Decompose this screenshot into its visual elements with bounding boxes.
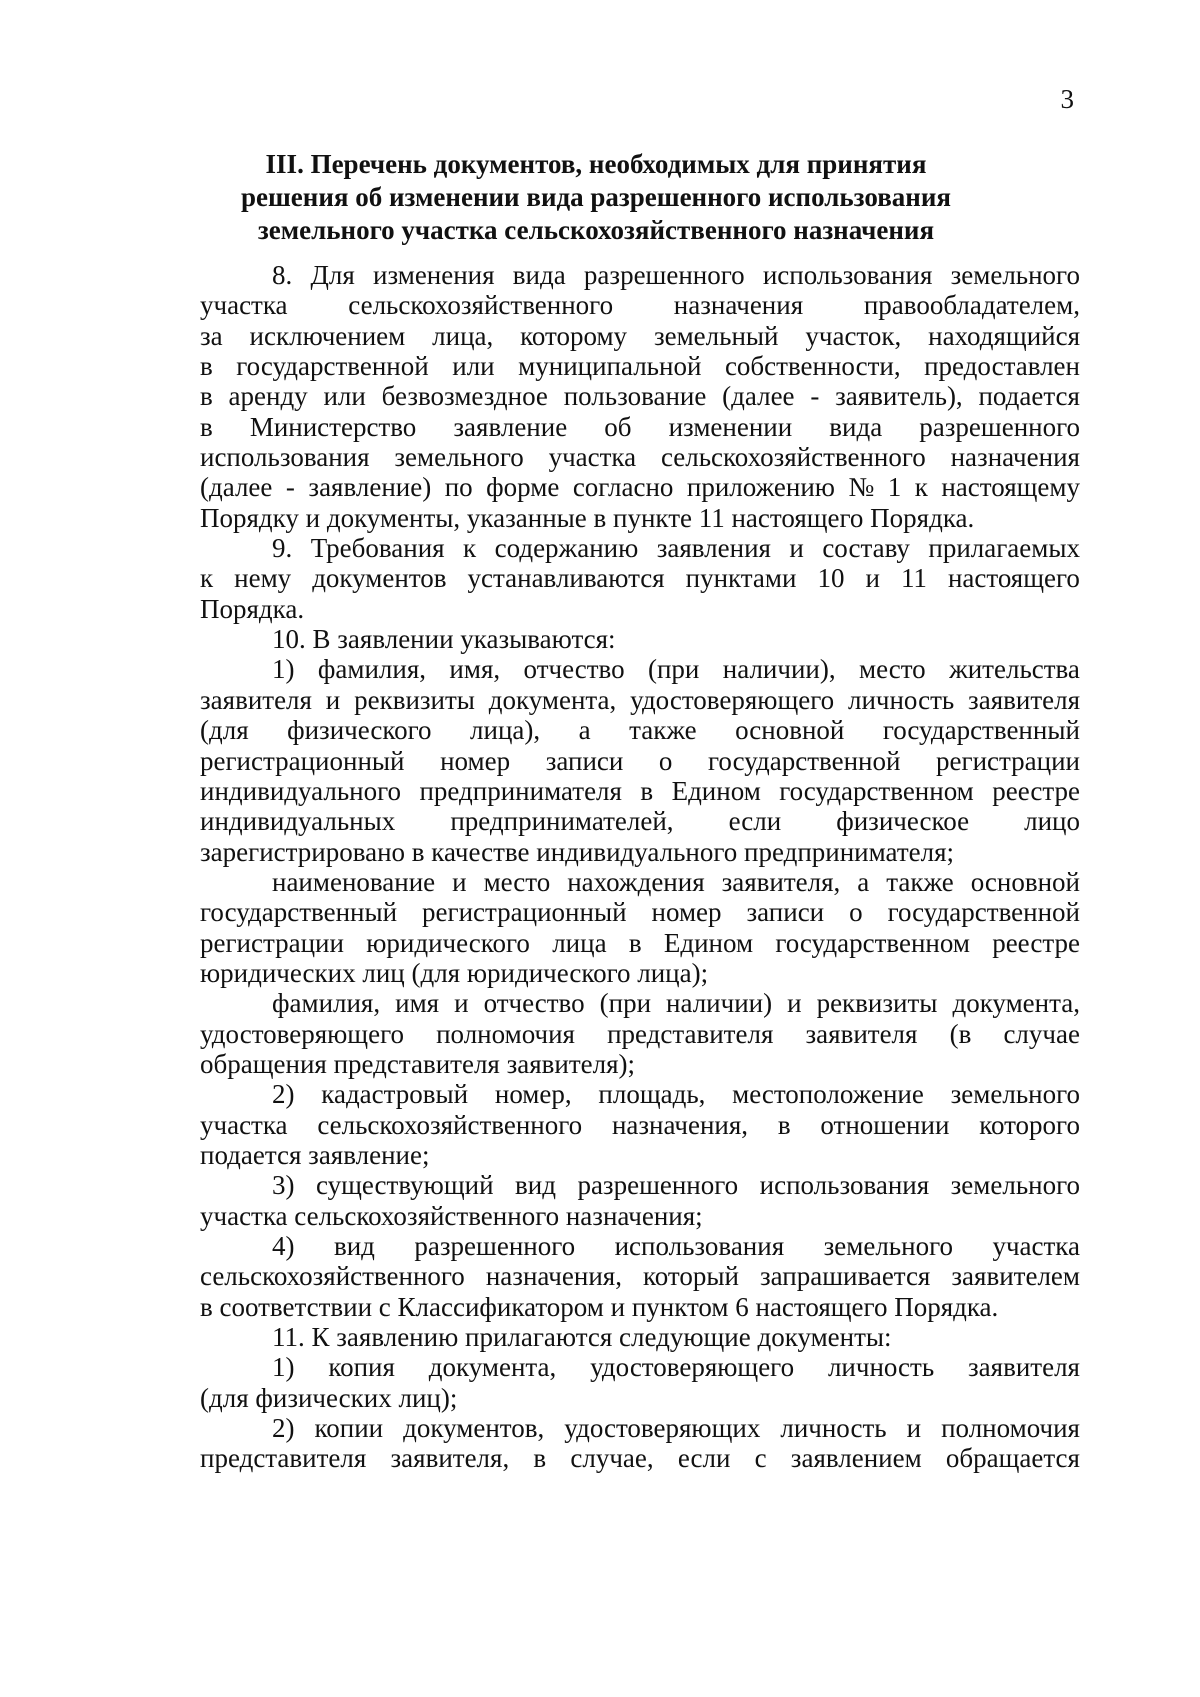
text-line: 11. К заявлению прилагаются следующие документы:	[272, 1322, 892, 1353]
page-number: 3	[1060, 84, 1074, 114]
text-line: обращения представителя заявителя);	[200, 1048, 636, 1079]
text-line: государственный регистрационный номер записи о государственной	[200, 897, 1080, 928]
text-line: 9. Требования к содержанию заявления и составу прилагаемых	[272, 533, 1080, 564]
text-line: юридических лиц (для юридического лица);	[200, 957, 709, 988]
text-line: к нему документов устанавливаются пунктами 10 и 11 настоящего	[200, 563, 1080, 594]
text-line: 1) фамилия, имя, отчество (при наличии), место жительства	[272, 654, 1080, 685]
text-line: индивидуальных предпринимателей, если физическое лицо	[200, 806, 1080, 837]
section-heading	[200, 148, 992, 247]
heading-line: III. Перечень документов, необходимых для принятия	[265, 149, 927, 179]
text-line: в Министерство заявление об изменении вида разрешенного	[200, 411, 1080, 442]
text-line: 4) вид разрешенного использования земельного участка	[272, 1231, 1080, 1261]
text-line: (для физического лица), а также основной государственный	[200, 715, 1080, 746]
document-body	[200, 260, 1080, 1474]
text-line: участка сельскохозяйственного назначения, в отношении которого	[200, 1109, 1080, 1140]
text-line: в государственной или муниципальной собственности, предоставлен	[200, 351, 1080, 382]
text-line: (для физических лиц);	[200, 1382, 458, 1413]
text-line: 2) копии документов, удостоверяющих личность и полномочия	[272, 1413, 1080, 1444]
heading-line: решения об изменении вида разрешенного использования	[241, 182, 951, 212]
text-line: наименование и место нахождения заявителя, а также основной	[272, 866, 1080, 897]
text-line: 3) существующий вид разрешенного использования земельного	[272, 1170, 1080, 1201]
text-line: регистрации юридического лица в Едином государственном реестре	[200, 927, 1080, 958]
text-line: индивидуального предпринимателя в Едином государственном реестре	[200, 775, 1080, 806]
text-line: представителя заявителя, в случае, если с заявлением обращается	[200, 1443, 1080, 1474]
text-line: фамилия, имя и отчество (при наличии) и реквизиты документа,	[272, 988, 1080, 1019]
text-line: заявителя и реквизиты документа, удостоверяющего личность заявителя	[200, 684, 1080, 715]
text-line: удостоверяющего полномочия представителя заявителя (в случае	[200, 1018, 1080, 1049]
text-line: зарегистрировано в качестве индивидуального предпринимателя;	[200, 836, 954, 867]
heading-line: земельного участка сельскохозяйственного назначения	[257, 215, 935, 245]
text-line: Порядка.	[200, 593, 305, 624]
text-line: использования земельного участка сельскохозяйственного назначения	[200, 442, 1080, 473]
text-line: Порядку и документы, указанные в пункте 11 настоящего Порядка.	[200, 502, 975, 533]
text-line: участка сельскохозяйственного назначения;	[200, 1200, 703, 1231]
text-line: в аренду или безвозмездное пользование (далее - заявитель), подается	[200, 381, 1080, 412]
text-line: 2) кадастровый номер, площадь, местоположение земельного	[272, 1079, 1080, 1110]
text-line: регистрационный номер записи о государственной регистрации	[200, 745, 1080, 776]
text-line: подается заявление;	[200, 1139, 430, 1170]
text-line: в соответствии с Классификатором и пунктом 6 настоящего Порядка.	[200, 1291, 999, 1322]
text-line: 1) копия документа, удостоверяющего личность заявителя	[272, 1352, 1080, 1383]
text-line: 10. В заявлении указываются:	[272, 624, 616, 655]
text-line: 8. Для изменения вида разрешенного использования земельного	[272, 260, 1080, 290]
text-line: сельскохозяйственного назначения, который запрашивается заявителем	[200, 1261, 1080, 1292]
text-line: участка сельскохозяйственного назначения правообладателем,	[200, 290, 1080, 321]
text-line: (далее - заявление) по форме согласно приложению № 1 к настоящему	[200, 472, 1080, 503]
text-line: за исключением лица, которому земельный участок, находящийся	[200, 320, 1080, 351]
